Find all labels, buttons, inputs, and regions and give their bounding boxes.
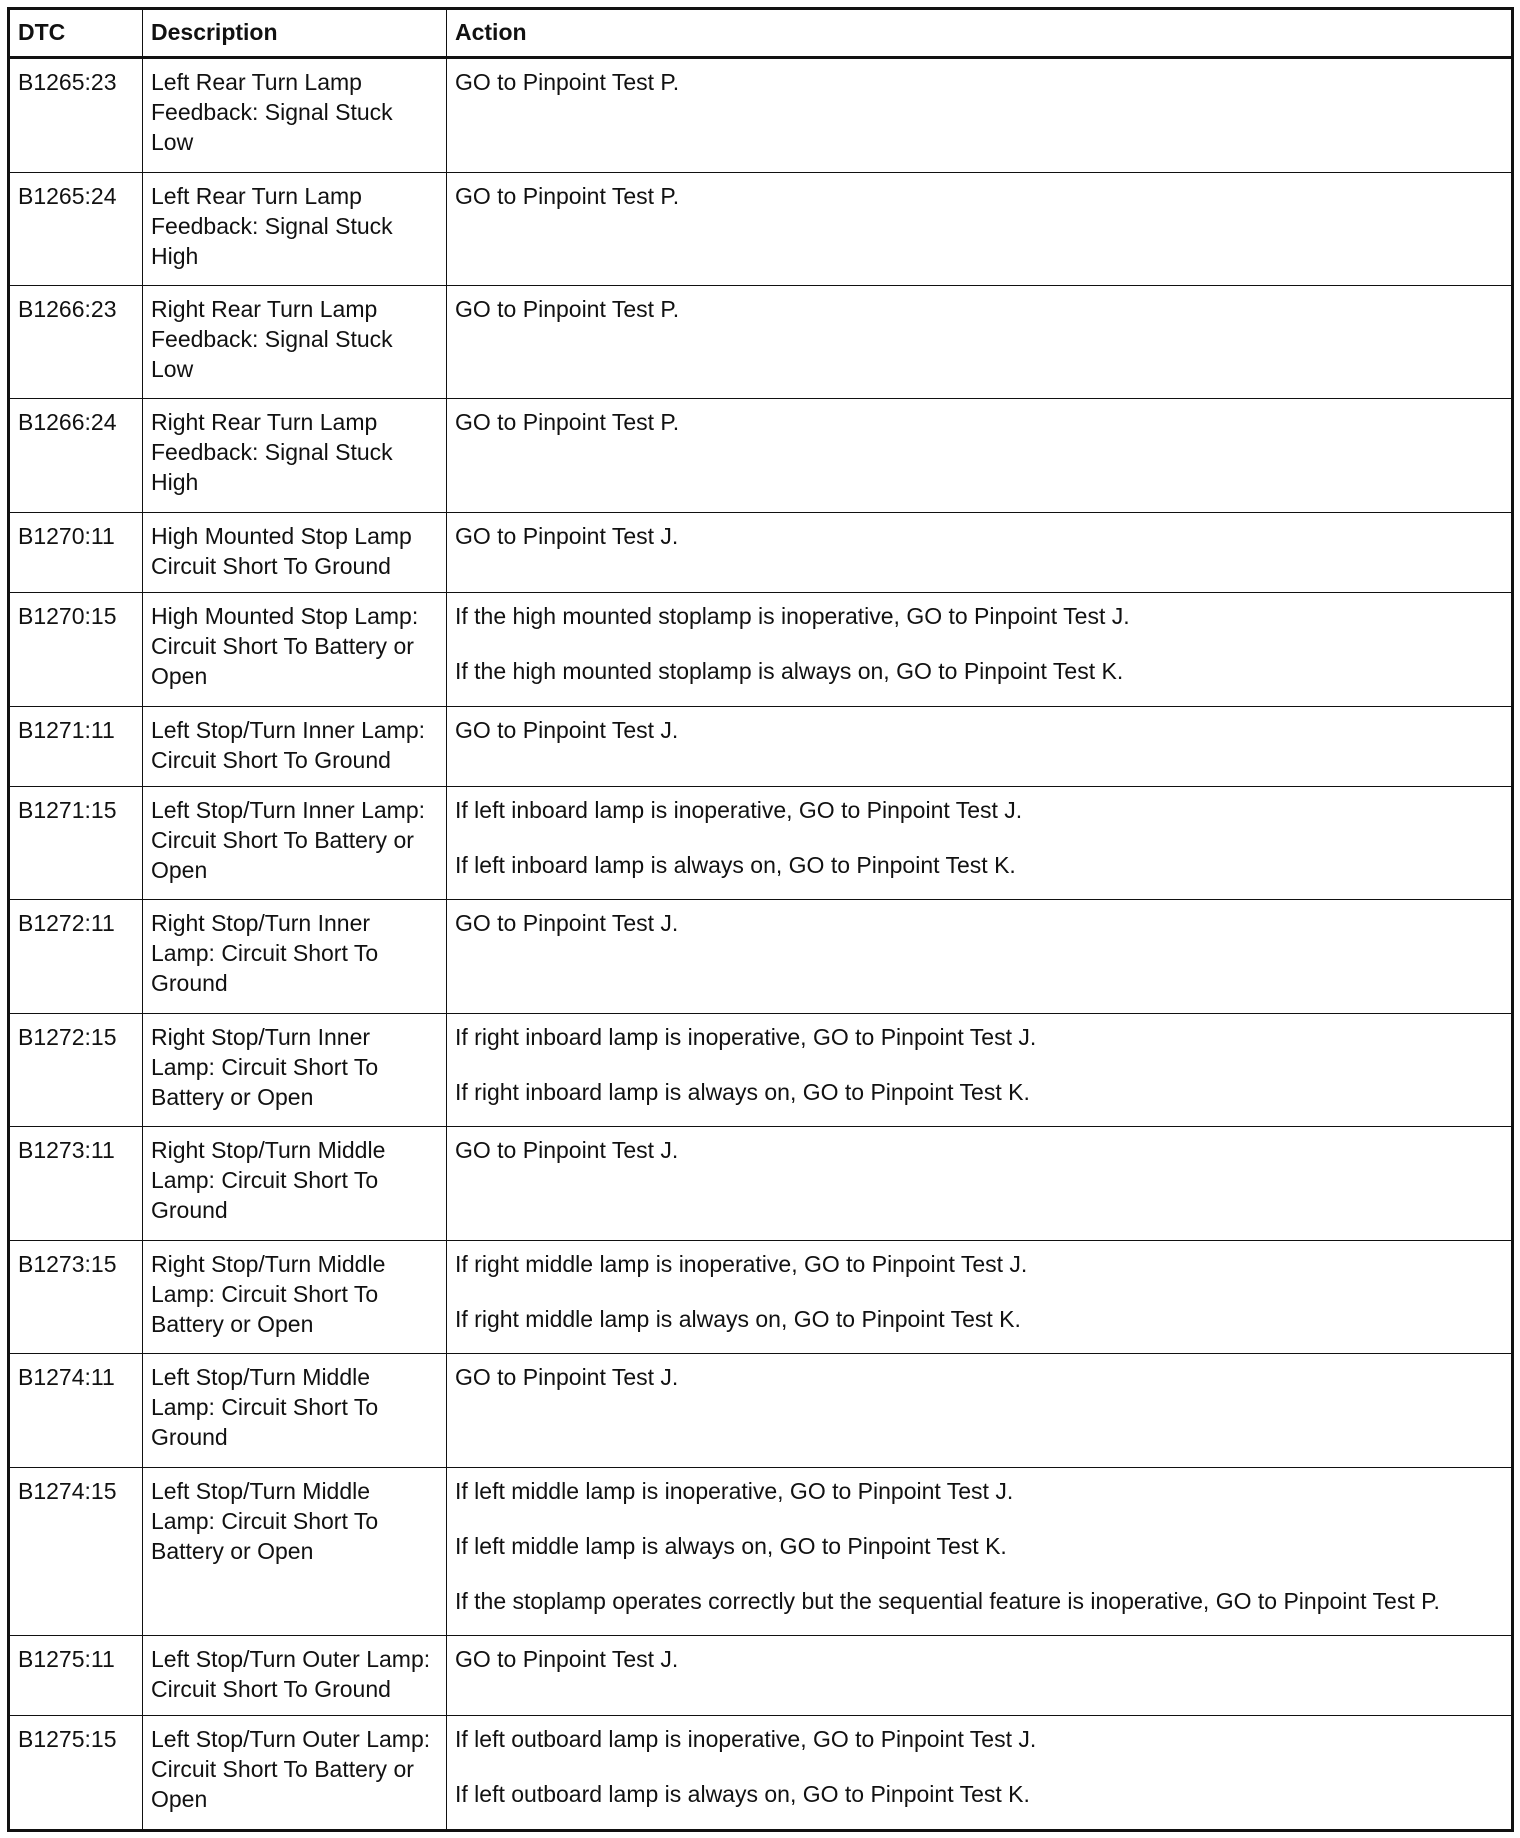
action-step: GO to Pinpoint Test P.: [455, 69, 680, 95]
action-step: If right middle lamp is inoperative, GO to Pinpoint Test J.: [455, 1250, 1028, 1277]
table-row: [9, 706, 1513, 786]
dtc-action: [447, 1636, 1513, 1716]
dtc-description: High Mounted Stop Lamp: Circuit Short To Battery or Open: [143, 593, 447, 706]
dtc-description: Left Stop/Turn Inner Lamp: Circuit Short To Battery or Open: [143, 786, 447, 899]
table-row: [9, 1013, 1513, 1126]
table-body: [9, 58, 1513, 1831]
dtc-description: Left Rear Turn Lamp Feedback: Signal Stuck Low: [143, 58, 447, 173]
action-step: If right inboard lamp is always on, GO to Pinpoint Test K.: [455, 1078, 1030, 1105]
dtc-description: Right Stop/Turn Inner Lamp: Circuit Short To Ground: [143, 900, 447, 1013]
dtc-action: [447, 1127, 1513, 1240]
table-row: [9, 593, 1513, 706]
dtc-action: [447, 172, 1513, 285]
dtc-description: Left Stop/Turn Middle Lamp: Circuit Short To Ground: [143, 1354, 447, 1467]
dtc-action: [447, 900, 1513, 1013]
dtc-code: B1275:15: [9, 1716, 143, 1831]
action-step: If left outboard lamp is inoperative, GO to Pinpoint Test J.: [455, 1726, 1037, 1753]
action-step: GO to Pinpoint Test J.: [455, 1646, 679, 1672]
table-row: [9, 58, 1513, 173]
dtc-action: [447, 786, 1513, 899]
dtc-code: B1272:15: [9, 1013, 143, 1126]
action-step: GO to Pinpoint Test J.: [455, 1137, 679, 1164]
action-step: If right inboard lamp is inoperative, GO to Pinpoint Test J.: [455, 1023, 1037, 1050]
action-step: If left inboard lamp is inoperative, GO to Pinpoint Test J.: [455, 796, 1023, 823]
dtc-code: B1266:23: [9, 285, 143, 398]
table-row: [9, 172, 1513, 285]
table-row: [9, 1716, 1513, 1831]
dtc-action: [447, 706, 1513, 786]
table-row: [9, 512, 1513, 592]
dtc-description: Right Stop/Turn Inner Lamp: Circuit Short To Battery or Open: [143, 1013, 447, 1126]
table-row: [9, 1467, 1513, 1635]
action-step: If left outboard lamp is always on, GO to Pinpoint Test K.: [455, 1781, 1030, 1808]
dtc-description: Left Stop/Turn Outer Lamp: Circuit Short To Ground: [143, 1636, 447, 1716]
action-step: GO to Pinpoint Test P.: [455, 182, 680, 209]
dtc-description: Left Stop/Turn Inner Lamp: Circuit Short To Ground: [143, 706, 447, 786]
action-step: If the high mounted stoplamp is inoperative, GO to Pinpoint Test J.: [455, 603, 1130, 630]
dtc-code: B1275:11: [9, 1636, 143, 1716]
dtc-code: B1266:24: [9, 399, 143, 512]
dtc-code: B1274:15: [9, 1467, 143, 1635]
dtc-action: [447, 1240, 1513, 1353]
table-row: [9, 1636, 1513, 1716]
dtc-description: Left Stop/Turn Middle Lamp: Circuit Short To Battery or Open: [143, 1467, 447, 1635]
dtc-action: [447, 1354, 1513, 1467]
dtc-action: [447, 399, 1513, 512]
dtc-code: B1271:15: [9, 786, 143, 899]
dtc-description: High Mounted Stop Lamp Circuit Short To Ground: [143, 512, 447, 592]
action-step: If left middle lamp is inoperative, GO to Pinpoint Test J.: [455, 1477, 1014, 1504]
table-row: [9, 1354, 1513, 1467]
table-row: [9, 399, 1513, 512]
dtc-description: Right Rear Turn Lamp Feedback: Signal Stuck Low: [143, 285, 447, 398]
dtc-code: B1265:24: [9, 172, 143, 285]
dtc-table: [7, 7, 1514, 1832]
dtc-action: [447, 58, 1513, 173]
dtc-action: [447, 1716, 1513, 1831]
dtc-code: B1265:23: [9, 58, 143, 173]
action-step: If the stoplamp operates correctly but the sequential feature is inoperative, GO to Pinpoint Test P.: [455, 1587, 1440, 1614]
action-step: If left inboard lamp is always on, GO to Pinpoint Test K.: [455, 851, 1016, 878]
dtc-code: B1274:11: [9, 1354, 143, 1467]
dtc-action: [447, 1467, 1513, 1635]
action-step: If right middle lamp is always on, GO to Pinpoint Test K.: [455, 1305, 1021, 1332]
dtc-code: B1271:11: [9, 706, 143, 786]
table-row: [9, 900, 1513, 1013]
action-step: GO to Pinpoint Test P.: [455, 295, 680, 322]
dtc-action: [447, 285, 1513, 398]
action-step: GO to Pinpoint Test J.: [455, 1364, 679, 1391]
dtc-description: Right Rear Turn Lamp Feedback: Signal Stuck High: [143, 399, 447, 512]
action-step: GO to Pinpoint Test P.: [455, 409, 680, 436]
dtc-code: B1270:15: [9, 593, 143, 706]
table-row: [9, 285, 1513, 398]
dtc-description: Left Stop/Turn Outer Lamp: Circuit Short To Battery or Open: [143, 1716, 447, 1831]
dtc-action: [447, 593, 1513, 706]
dtc-description: Right Stop/Turn Middle Lamp: Circuit Short To Battery or Open: [143, 1240, 447, 1353]
dtc-code: B1270:11: [9, 512, 143, 592]
action-step: If left middle lamp is always on, GO to Pinpoint Test K.: [455, 1532, 1007, 1559]
header-action: Action: [447, 9, 1513, 58]
dtc-action: [447, 1013, 1513, 1126]
action-step: If the high mounted stoplamp is always on, GO to Pinpoint Test K.: [455, 658, 1124, 685]
action-step: GO to Pinpoint Test J.: [455, 910, 679, 937]
action-step: GO to Pinpoint Test J.: [455, 522, 679, 549]
dtc-description: Left Rear Turn Lamp Feedback: Signal Stuck High: [143, 172, 447, 285]
dtc-code: B1273:11: [9, 1127, 143, 1240]
dtc-action: [447, 512, 1513, 592]
action-step: GO to Pinpoint Test J.: [455, 716, 679, 743]
header-description: Description: [143, 9, 447, 58]
dtc-code: B1272:11: [9, 900, 143, 1013]
table-row: [9, 1240, 1513, 1353]
table-row: [9, 1127, 1513, 1240]
dtc-code: B1273:15: [9, 1240, 143, 1353]
dtc-description: Right Stop/Turn Middle Lamp: Circuit Short To Ground: [143, 1127, 447, 1240]
header-dtc: DTC: [9, 9, 143, 58]
table-row: [9, 786, 1513, 899]
table-header-row: [9, 9, 1513, 58]
